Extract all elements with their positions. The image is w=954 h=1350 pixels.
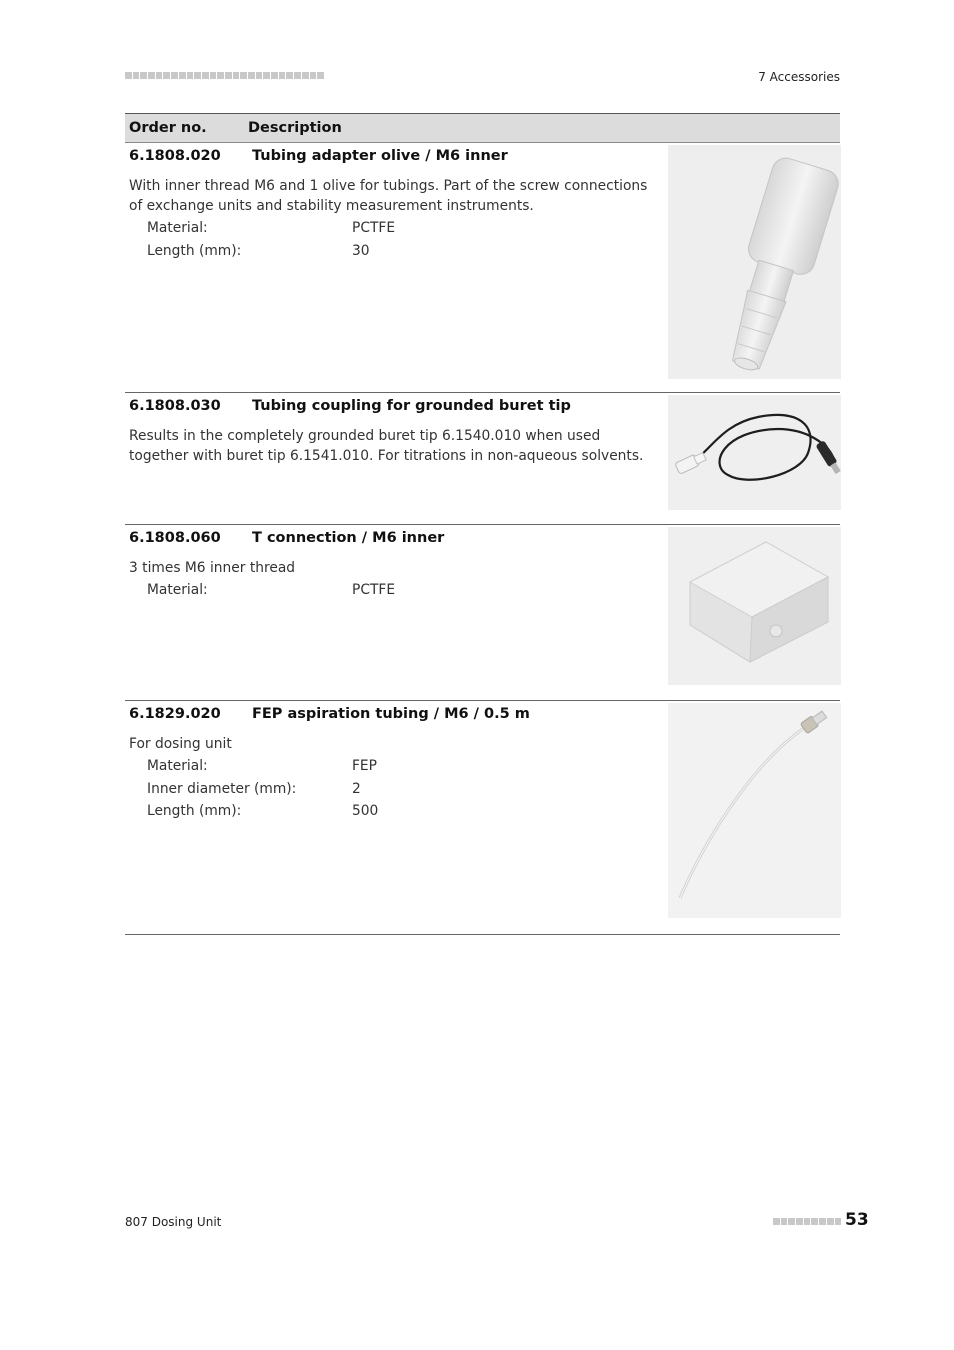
spec-label: Inner diameter (mm): — [147, 780, 297, 797]
order-number: 6.1829.020 — [129, 706, 221, 722]
accessory-entry — [125, 143, 840, 393]
entry-title: Tubing adapter olive / M6 inner — [252, 148, 508, 164]
aspiration-tubing-photo — [668, 703, 841, 918]
entry-description: Results in the completely grounded buret tip 6.1540.010 when used together with buret tip 6.1541.010. For titrations in non-aqueous solvents. — [129, 428, 644, 464]
spec-value: 500 — [352, 803, 379, 819]
running-header: 7 Accessories — [758, 70, 840, 84]
table-header — [125, 113, 840, 143]
footer-decoration — [773, 1218, 841, 1225]
spec-list — [147, 579, 395, 602]
accessory-entry — [125, 393, 840, 525]
accessories-table — [125, 113, 840, 935]
spec-value: FEP — [352, 758, 377, 774]
spec-row — [147, 800, 378, 823]
spec-label: Length (mm): — [147, 803, 242, 819]
column-header-order: Order no. — [129, 120, 207, 136]
tubing-coupling-photo — [668, 395, 841, 510]
adapter-olive-photo — [668, 145, 841, 379]
entry-title-row — [129, 530, 444, 546]
spec-row — [147, 778, 378, 801]
spec-label: Material: — [147, 758, 208, 774]
page-number: 53 — [845, 1210, 869, 1230]
entry-title: FEP aspiration tubing / M6 / 0.5 m — [252, 706, 530, 722]
entry-title-row — [129, 398, 571, 414]
accessory-entry — [125, 525, 840, 701]
order-number: 6.1808.060 — [129, 530, 221, 546]
order-number: 6.1808.030 — [129, 398, 221, 414]
header-decoration — [125, 72, 324, 80]
spec-value: PCTFE — [352, 582, 396, 598]
spec-value: 30 — [352, 242, 370, 259]
order-number: 6.1808.020 — [129, 148, 221, 164]
entry-title: T connection / M6 inner — [252, 530, 445, 546]
accessory-entry — [125, 701, 840, 935]
entry-title: Tubing coupling for grounded buret tip — [252, 398, 571, 414]
spec-row — [147, 579, 395, 602]
footer-title: 807 Dosing Unit — [125, 1215, 222, 1229]
entry-description: For dosing unit — [129, 736, 232, 752]
spec-label: Material: — [147, 582, 208, 598]
spec-row — [147, 240, 395, 263]
entry-title-row — [129, 706, 530, 722]
spec-label: Material: — [147, 220, 208, 236]
entry-title-row — [129, 148, 508, 164]
t-connection-photo — [668, 527, 841, 685]
column-header-description: Description — [248, 120, 342, 136]
entry-description: With inner thread M6 and 1 olive for tubings. Part of the screw connections of exchange units and stability measurement instruments. — [129, 178, 648, 214]
spec-row — [147, 217, 395, 240]
spec-label: Length (mm): — [147, 242, 242, 259]
spec-list — [147, 755, 378, 823]
spec-value: PCTFE — [352, 220, 396, 236]
spec-value: 2 — [352, 780, 361, 797]
spec-list — [147, 217, 395, 262]
spec-row — [147, 755, 378, 778]
entry-description: 3 times M6 inner thread — [129, 560, 296, 576]
